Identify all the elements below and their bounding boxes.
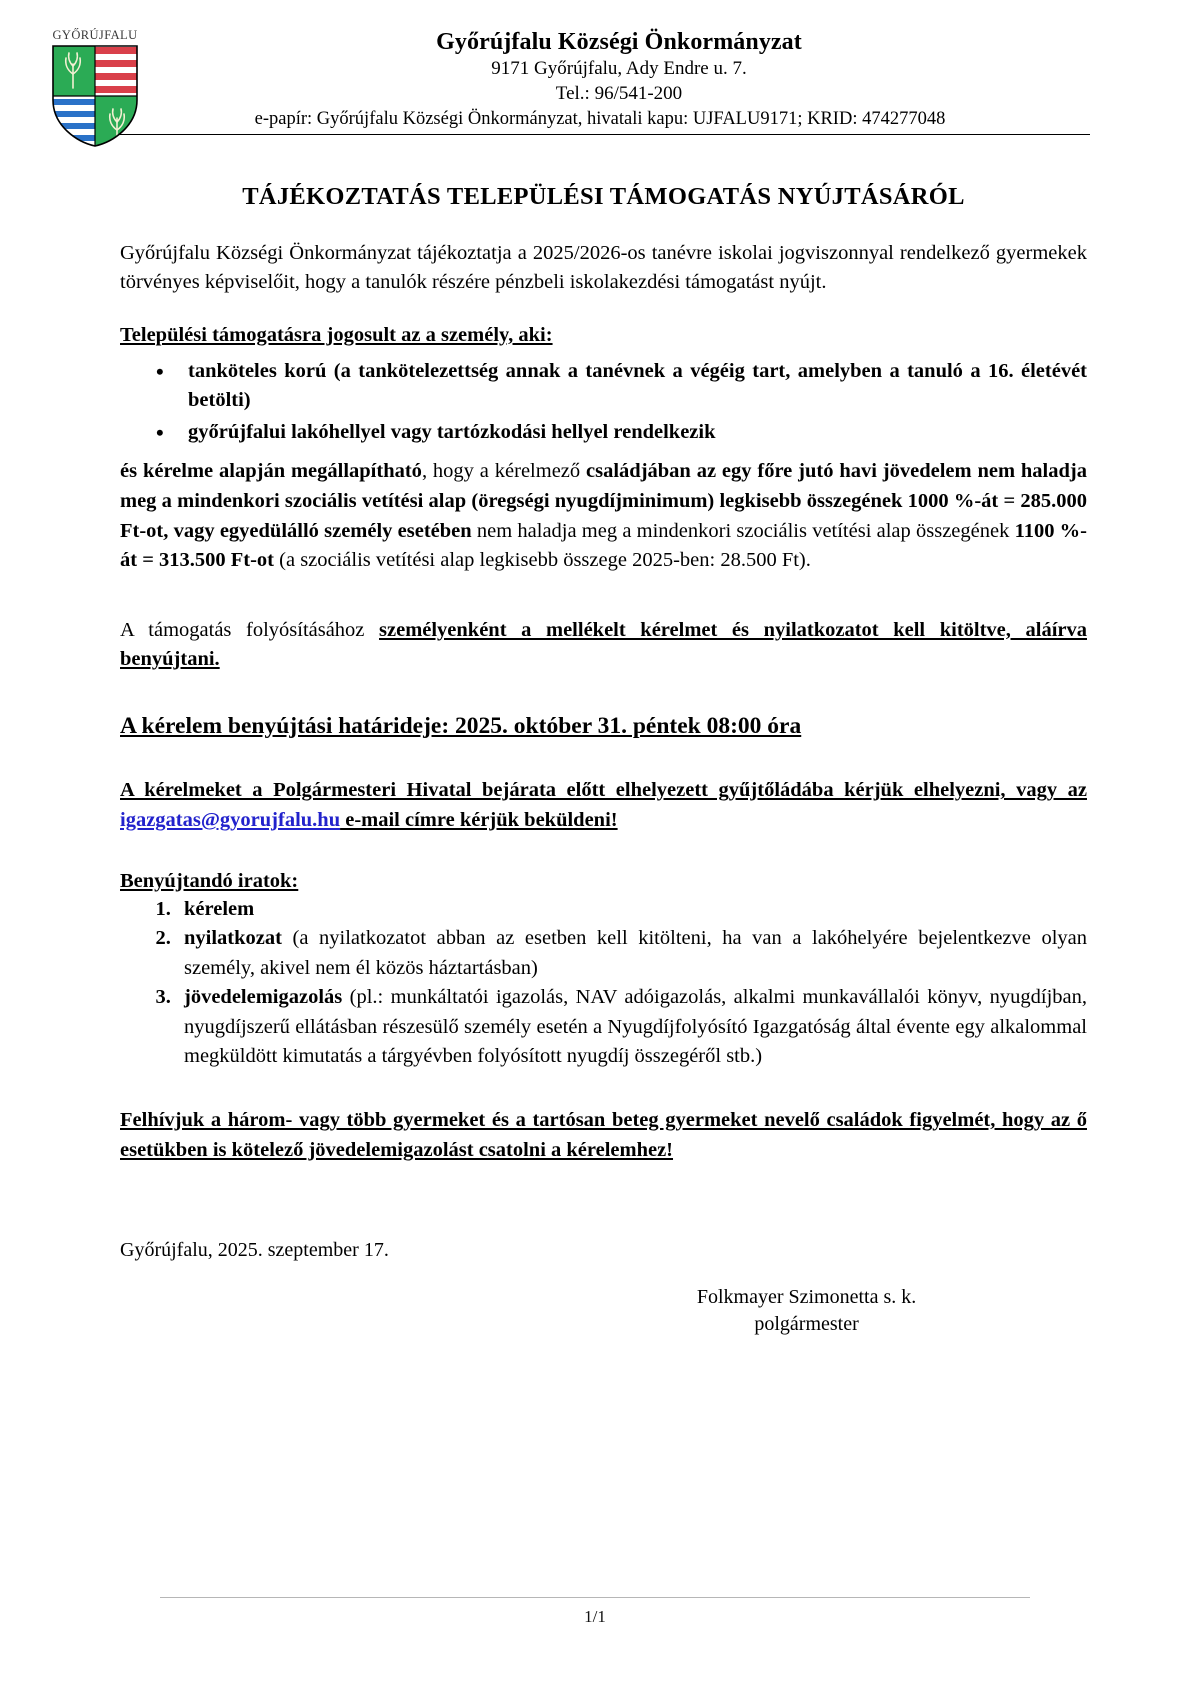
required-documents-heading: Benyújtandó iratok: [120,869,299,892]
deadline-heading: A kérelem benyújtási határideje: 2025. október 31. péntek 08:00 óra [120,712,802,739]
doc-item-title: jövedelemigazolás [184,986,343,1009]
important-notice: Felhívjuk a három- vagy több gyermeket és a tartósan beteg gyermeket nevelő családok figyelmét, hogy az ő esetükben is kötelező jövedelemigazolást csatolni a kérelemhez! [120,1108,1087,1161]
income-seg-bold-2: családjában az egy főre jutó havi jövedelem nem haladja meg a mindenkori szociális vetítési alap (öregségi nyugdíjminimum) legkisebb összegének 1000 %-át = 285.000 Ft-ot, vagy egyedülálló személy esetében [120,460,1087,542]
coat-of-arms-icon [51,44,139,148]
page-footer [0,1597,1190,1627]
payout-emphasis: személyenként a mellékelt kérelmet és nyilatkozatot kell kitöltve, aláírva benyújtani. [120,618,1087,671]
submission-after-email: e-mail címre kérjük beküldeni! [340,809,618,831]
submission-before-email: A kérelmeket a Polgármesteri Hivatal bejárata előtt elhelyezett gyűjtőládába kérjük elhelyezni, vagy az [120,779,1087,802]
income-seg-plain-2: nem haladja meg a mindenkori szociális vetítési alap összegének [471,519,1015,542]
footer-divider [160,1597,1030,1598]
list-item [176,895,1087,925]
income-seg-plain-1: , hogy a kérelmező [421,460,587,483]
page-number: 1/1 [584,1607,606,1626]
eligibility-list [120,357,1087,448]
signer-name: Folkmayer Szimonetta s. k. [696,1286,917,1309]
organization-address: 9171 Győrújfalu, Ady Endre u. 7. [491,58,747,80]
list-item [176,983,1087,1072]
eligibility-heading: Települési támogatásra jogosult az a személy, aki: [120,323,553,346]
income-seg-bold-1: és kérelme alapján megállapítható [120,460,422,483]
intro-paragraph: Győrújfalu Községi Önkormányzat tájékoztatja a 2025/2026-os tanévre iskolai jogviszonnyal rendelkező gyermekek törvényes képviselőit, hogy a tanulók részére pénzbeli iskolakezdési támogatást nyújt. [120,241,1087,294]
list-item [176,924,1087,983]
municipal-crest [40,28,150,148]
required-documents-list [120,895,1087,1072]
doc-item-title: nyilatkozat [184,927,282,950]
doc-item-detail: (a nyilatkozatot abban az esetben kell kitölteni, ha van a lakóhelyére bejelentkezve olyan személy, akivel nem él közös háztartásban) [184,927,1087,979]
payout-paragraph [120,616,1087,675]
payout-plain: A támogatás folyósításához [120,618,380,641]
letterhead-text [148,28,1090,106]
income-criteria-paragraph [120,457,1087,575]
organization-phone: Tel.: 96/541-200 [555,82,683,104]
signer-role: polgármester [754,1313,859,1336]
doc-item-detail: (pl.: munkáltatói igazolás, NAV adóigazolás, alkalmi munkavállalói könyv, nyugdíjban, nyugdíjszerű ellátásban részesülő személy esetén a Nyugdíjfolyósító Igazgatóság által évente egy alkalommal megküldött kimutatás a tárgyévben folyósított nyugdíj összegéről stb.) [184,986,1087,1068]
document-body [0,183,1190,1338]
page-title: TÁJÉKOZTATÁS TELEPÜLÉSI TÁMOGATÁS NYÚJTÁSÁRÓL [242,182,965,210]
list-item: • tanköteles korú (a tankötelezettség annak a tanévnek a végéig tart, amelyben a tanuló a 16. életévét betölti) [182,357,1087,416]
email-link[interactable]: igazgatas@gyorujfalu.hu [120,809,341,831]
income-seg-bold-3: 1100 %-át = 313.500 Ft-ot [120,519,1087,572]
crest-label: GYŐRÚJFALU [52,28,138,42]
signature-block [526,1284,1087,1338]
header-divider [100,134,1090,135]
list-item: • győrújfalui lakóhellyel vagy tartózkodási hellyel rendelkezik [182,418,1087,448]
doc-item-title: kérelem [184,897,255,920]
place-and-date: Győrújfalu, 2025. szeptember 17. [120,1239,389,1262]
income-seg-plain-3: (a szociális vetítési alap legkisebb összege 2025-ben: 28.500 Ft). [274,549,811,572]
epapir-info: e-papír: Győrújfalu Községi Önkormányzat, hivatali kapu: UJFALU9171; KRID: 474277048 [254,108,946,129]
letterhead [0,0,1190,130]
organization-name: Győrújfalu Községi Önkormányzat [436,29,802,55]
submission-paragraph [120,776,1087,835]
